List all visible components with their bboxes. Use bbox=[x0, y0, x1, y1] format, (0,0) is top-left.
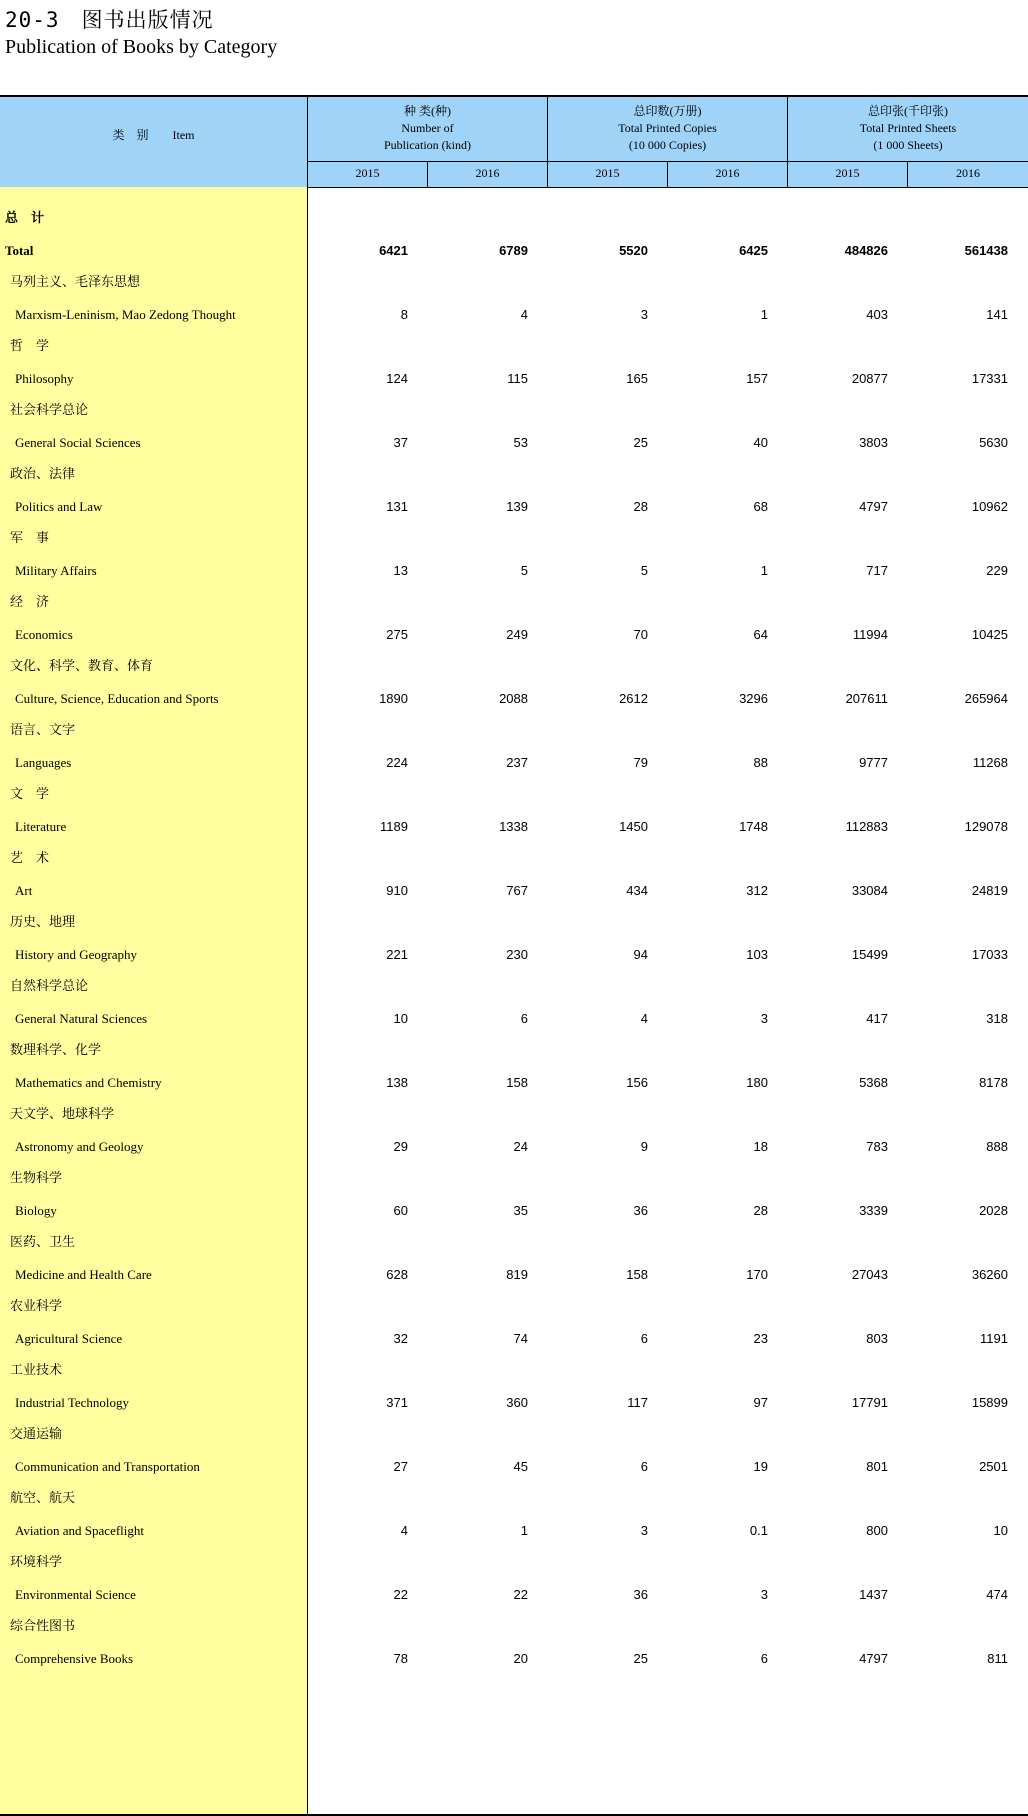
category-row bbox=[0, 1483, 1028, 1547]
category-row bbox=[0, 523, 1028, 587]
table-cell-value: 64 bbox=[753, 627, 768, 642]
table-cell-value: 0.1 bbox=[749, 1523, 768, 1538]
category-name-en: Industrial Technology bbox=[15, 1395, 130, 1410]
category-name-cn: 艺 术 bbox=[10, 851, 50, 866]
table-cell-value: 230 bbox=[506, 947, 528, 962]
table-cell-value: 1 bbox=[760, 307, 768, 322]
table-cell-value: 10 bbox=[393, 1011, 408, 1026]
table-cell-value: 2501 bbox=[979, 1459, 1008, 1474]
category-name-cn: 语言、文字 bbox=[10, 723, 76, 738]
year-header: 2015 bbox=[355, 166, 380, 180]
table-cell-value: 115 bbox=[507, 371, 528, 386]
category-name-en: Comprehensive Books bbox=[15, 1651, 134, 1666]
table-cell-value: 628 bbox=[386, 1267, 408, 1282]
table-cell-value: 27043 bbox=[851, 1267, 888, 1282]
table-cell-value: 3296 bbox=[739, 691, 768, 706]
category-name-en: History and Geography bbox=[15, 947, 138, 962]
table-cell-value: 170 bbox=[746, 1267, 768, 1282]
category-row bbox=[0, 587, 1028, 651]
category-row bbox=[0, 1035, 1028, 1099]
table-cell-value: 3 bbox=[640, 1523, 648, 1538]
table-cell-value: 79 bbox=[633, 755, 648, 770]
table-cell-value: 2028 bbox=[979, 1203, 1008, 1218]
year-header: 2016 bbox=[956, 166, 980, 180]
table-cell-value: 17033 bbox=[971, 947, 1008, 962]
column-divider bbox=[667, 161, 668, 187]
table-cell-value: 157 bbox=[746, 371, 768, 386]
column-divider bbox=[547, 97, 548, 187]
category-name-cn: 天文学、地球科学 bbox=[10, 1107, 115, 1122]
table-cell-value: 20877 bbox=[851, 371, 888, 386]
table-cell-value: 318 bbox=[986, 1011, 1008, 1026]
table-cell-value: 22 bbox=[393, 1587, 408, 1602]
table-cell-value: 9 bbox=[640, 1139, 648, 1154]
table-cell-value: 6 bbox=[640, 1459, 648, 1474]
table-cell-value: 4797 bbox=[859, 499, 888, 514]
table-cell-value: 1748 bbox=[739, 819, 768, 834]
table-cell-value: 158 bbox=[626, 1267, 648, 1282]
column-divider bbox=[307, 97, 308, 187]
category-name-cn: 文 学 bbox=[10, 787, 50, 802]
category-name-en: Total bbox=[5, 243, 34, 258]
table-cell-value: 22 bbox=[513, 1587, 528, 1602]
category-name-en: Military Affairs bbox=[15, 563, 97, 578]
table-cell-value: 18 bbox=[753, 1139, 768, 1154]
table-cell-value: 8178 bbox=[979, 1075, 1008, 1090]
table-cell-value: 124 bbox=[386, 371, 408, 386]
category-name-cn: 交通运输 bbox=[10, 1427, 63, 1442]
category-name-cn: 工业技术 bbox=[10, 1363, 63, 1378]
year-header: 2016 bbox=[715, 166, 740, 180]
table-cell-value: 801 bbox=[866, 1459, 888, 1474]
year-header: 2015 bbox=[835, 166, 860, 180]
table-cell-value: 360 bbox=[506, 1395, 528, 1410]
table-cell-value: 811 bbox=[987, 1651, 1008, 1666]
table-cell-value: 165 bbox=[626, 371, 648, 386]
table-cell-value: 10425 bbox=[971, 627, 1008, 642]
category-name-cn: 航空、航天 bbox=[10, 1491, 76, 1506]
table-cell-value: 4 bbox=[520, 307, 528, 322]
category-name-en: Mathematics and Chemistry bbox=[15, 1075, 162, 1090]
category-name-cn: 生物科学 bbox=[10, 1171, 63, 1186]
group-label-unit: (1 000 Sheets) bbox=[873, 138, 943, 152]
table-cell-value: 800 bbox=[866, 1523, 888, 1538]
table-cell-value: 275 bbox=[386, 627, 408, 642]
category-name-en: Economics bbox=[15, 627, 73, 642]
category-name-cn: 环境科学 bbox=[10, 1555, 63, 1570]
table-cell-value: 29 bbox=[393, 1139, 408, 1154]
table-cell-value: 8 bbox=[400, 307, 408, 322]
table-cell-value: 17791 bbox=[851, 1395, 888, 1410]
table-cell-value: 28 bbox=[753, 1203, 768, 1218]
column-group-kinds bbox=[308, 103, 547, 154]
table-cell-value: 45 bbox=[513, 1459, 528, 1474]
category-name-cn: 经 济 bbox=[10, 595, 50, 610]
category-row bbox=[0, 1099, 1028, 1163]
table-cell-value: 17331 bbox=[971, 371, 1008, 386]
group-label-en: Total Printed Copies bbox=[618, 121, 717, 135]
table-cell-value: 767 bbox=[506, 883, 528, 898]
table-cell-value: 139 bbox=[506, 499, 528, 514]
category-row bbox=[0, 1611, 1028, 1675]
category-name-en: Agricultural Science bbox=[15, 1331, 123, 1346]
category-row bbox=[0, 1547, 1028, 1611]
table-cell-value: 6 bbox=[760, 1651, 768, 1666]
table-cell-value: 371 bbox=[386, 1395, 408, 1410]
table-cell-value: 70 bbox=[633, 627, 648, 642]
table-cell-value: 249 bbox=[506, 627, 528, 642]
table-cell-value: 10 bbox=[993, 1523, 1008, 1538]
category-name-en: Art bbox=[15, 883, 33, 898]
table-cell-value: 2088 bbox=[499, 691, 528, 706]
table-cell-value: 417 bbox=[866, 1011, 888, 1026]
category-row bbox=[0, 1163, 1028, 1227]
table-cell-value: 25 bbox=[633, 435, 648, 450]
category-row bbox=[0, 267, 1028, 331]
table-cell-value: 474 bbox=[986, 1587, 1008, 1602]
table-cell-value: 36 bbox=[633, 1203, 648, 1218]
category-row bbox=[0, 395, 1028, 459]
table-cell-value: 94 bbox=[633, 947, 648, 962]
category-name-en: Medicine and Health Care bbox=[15, 1267, 152, 1282]
category-name-en: Philosophy bbox=[15, 371, 74, 386]
table-cell-value: 1437 bbox=[859, 1587, 888, 1602]
category-name-en: Languages bbox=[15, 755, 72, 770]
table-cell-value: 5 bbox=[640, 563, 648, 578]
table-cell-value: 5368 bbox=[859, 1075, 888, 1090]
table-cell-value: 27 bbox=[393, 1459, 408, 1474]
category-name-cn: 军 事 bbox=[10, 531, 50, 546]
table-cell-value: 36 bbox=[633, 1587, 648, 1602]
table-cell-value: 19 bbox=[753, 1459, 768, 1474]
table-cell-value: 3803 bbox=[859, 435, 888, 450]
table-cell-value: 24 bbox=[513, 1139, 528, 1154]
category-name-cn: 自然科学总论 bbox=[10, 979, 89, 994]
group-label-en: Total Printed Sheets bbox=[859, 121, 957, 135]
table-cell-value: 1890 bbox=[379, 691, 408, 706]
table-cell-value: 24819 bbox=[971, 883, 1008, 898]
category-name-cn: 数理科学、化学 bbox=[10, 1043, 102, 1058]
table-cell-value: 112883 bbox=[845, 819, 888, 834]
table-cell-value: 484826 bbox=[844, 243, 888, 258]
table-cell-value: 5630 bbox=[979, 435, 1008, 450]
category-name-en: Astronomy and Geology bbox=[15, 1139, 144, 1154]
column-group-copies bbox=[548, 103, 787, 154]
column-divider bbox=[907, 161, 908, 187]
category-name-en: Communication and Transportation bbox=[15, 1459, 200, 1474]
table-cell-value: 180 bbox=[746, 1075, 768, 1090]
table-cell-value: 28 bbox=[633, 499, 648, 514]
group-label-unit: Publication (kind) bbox=[384, 138, 471, 152]
table-cell-value: 129078 bbox=[964, 819, 1008, 834]
table-cell-value: 265964 bbox=[964, 691, 1008, 706]
table-cell-value: 6421 bbox=[379, 243, 408, 258]
year-header: 2016 bbox=[475, 166, 500, 180]
table-cell-value: 32 bbox=[393, 1331, 408, 1346]
table-cell-value: 207611 bbox=[845, 691, 888, 706]
category-row bbox=[0, 459, 1028, 523]
table-cell-value: 783 bbox=[866, 1139, 888, 1154]
category-name-cn: 马列主义、毛泽东思想 bbox=[10, 275, 141, 290]
category-row bbox=[0, 331, 1028, 395]
table-cell-value: 15499 bbox=[851, 947, 888, 962]
table-cell-value: 10962 bbox=[971, 499, 1008, 514]
table-cell-value: 312 bbox=[746, 883, 768, 898]
category-name-cn: 政治、法律 bbox=[10, 467, 76, 482]
table-cell-value: 3 bbox=[640, 307, 648, 322]
category-name-en: Aviation and Spaceflight bbox=[15, 1523, 145, 1538]
table-cell-value: 6 bbox=[640, 1331, 648, 1346]
table-cell-value: 53 bbox=[513, 435, 528, 450]
table-cell-value: 88 bbox=[753, 755, 768, 770]
table-cell-value: 20 bbox=[513, 1651, 528, 1666]
table-cell-value: 237 bbox=[506, 755, 528, 770]
table-cell-value: 4 bbox=[640, 1011, 648, 1026]
table-cell-value: 561438 bbox=[964, 243, 1008, 258]
table-cell-value: 224 bbox=[386, 755, 408, 770]
total-row bbox=[0, 203, 1028, 267]
table-cell-value: 74 bbox=[513, 1331, 528, 1346]
category-name-cn: 医药、卫生 bbox=[10, 1235, 76, 1250]
table-cell-value: 6789 bbox=[499, 243, 528, 258]
table-cell-value: 6 bbox=[520, 1011, 528, 1026]
table-cell-value: 40 bbox=[753, 435, 768, 450]
table-cell-value: 9777 bbox=[859, 755, 888, 770]
table-cell-value: 888 bbox=[986, 1139, 1008, 1154]
table-cell-value: 5520 bbox=[619, 243, 648, 258]
category-name-cn: 总 计 bbox=[5, 211, 45, 226]
table-cell-value: 1450 bbox=[619, 819, 648, 834]
table-cell-value: 4 bbox=[400, 1523, 408, 1538]
category-row bbox=[0, 843, 1028, 907]
table-cell-value: 803 bbox=[866, 1331, 888, 1346]
group-label-en: Number of bbox=[401, 121, 454, 135]
table-cell-value: 158 bbox=[506, 1075, 528, 1090]
category-row bbox=[0, 1355, 1028, 1419]
category-name-en: Culture, Science, Education and Sports bbox=[15, 691, 219, 706]
table-cell-value: 15899 bbox=[971, 1395, 1008, 1410]
table-cell-value: 4797 bbox=[859, 1651, 888, 1666]
table-cell-value: 97 bbox=[753, 1395, 768, 1410]
table-cell-value: 78 bbox=[393, 1651, 408, 1666]
table-cell-value: 819 bbox=[506, 1267, 528, 1282]
table-cell-value: 221 bbox=[386, 947, 408, 962]
category-row bbox=[0, 1419, 1028, 1483]
table-cell-value: 131 bbox=[386, 499, 408, 514]
category-name-en: Biology bbox=[15, 1203, 57, 1218]
category-row bbox=[0, 907, 1028, 971]
group-label-cn: 总印张(千印张) bbox=[868, 104, 948, 118]
column-group-sheets bbox=[788, 103, 1028, 154]
category-name-cn: 历史、地理 bbox=[10, 915, 76, 930]
category-name-cn: 哲 学 bbox=[10, 339, 50, 354]
table-cell-value: 1189 bbox=[380, 819, 408, 834]
table-cell-value: 138 bbox=[386, 1075, 408, 1090]
group-label-cn: 种 类(种) bbox=[404, 104, 451, 118]
table-cell-value: 25 bbox=[633, 1651, 648, 1666]
category-name-cn: 社会科学总论 bbox=[10, 403, 89, 418]
category-row bbox=[0, 971, 1028, 1035]
category-name-en: Politics and Law bbox=[15, 499, 103, 514]
page-title-chinese: 20-3 图书出版情况 bbox=[5, 8, 214, 32]
table-cell-value: 1191 bbox=[980, 1331, 1008, 1346]
category-name-en: General Social Sciences bbox=[15, 435, 141, 450]
category-row bbox=[0, 715, 1028, 779]
table-cell-value: 434 bbox=[626, 883, 648, 898]
table-cell-value: 5 bbox=[520, 563, 528, 578]
category-row bbox=[0, 651, 1028, 715]
page-title-english: Publication of Books by Category bbox=[5, 36, 278, 58]
category-name-en: Literature bbox=[15, 819, 67, 834]
table-cell-value: 117 bbox=[627, 1395, 648, 1410]
table-cell-value: 33084 bbox=[851, 883, 888, 898]
item-column-header: 类 别 Item bbox=[112, 128, 195, 142]
table-cell-value: 11268 bbox=[972, 755, 1008, 770]
table-cell-value: 403 bbox=[866, 307, 888, 322]
table-cell-value: 141 bbox=[986, 307, 1008, 322]
table-cell-value: 2612 bbox=[619, 691, 648, 706]
category-name-en: Environmental Science bbox=[15, 1587, 136, 1602]
table-cell-value: 68 bbox=[753, 499, 768, 514]
header-divider bbox=[308, 161, 1028, 162]
table-cell-value: 37 bbox=[393, 435, 408, 450]
year-header: 2015 bbox=[595, 166, 620, 180]
category-name-cn: 综合性图书 bbox=[10, 1619, 76, 1634]
category-row bbox=[0, 779, 1028, 843]
table-cell-value: 6425 bbox=[739, 243, 768, 258]
table-cell-value: 156 bbox=[626, 1075, 648, 1090]
table-cell-value: 910 bbox=[386, 883, 408, 898]
table-cell-value: 1338 bbox=[499, 819, 528, 834]
table-cell-value: 103 bbox=[746, 947, 768, 962]
group-label-unit: (10 000 Copies) bbox=[628, 138, 707, 152]
category-name-en: General Natural Sciences bbox=[15, 1011, 148, 1026]
column-divider bbox=[427, 161, 428, 187]
table-cell-value: 1 bbox=[760, 563, 768, 578]
table-cell-value: 60 bbox=[393, 1203, 408, 1218]
category-row bbox=[0, 1291, 1028, 1355]
table-cell-value: 13 bbox=[393, 563, 408, 578]
table-cell-value: 36260 bbox=[971, 1267, 1008, 1282]
table-cell-value: 23 bbox=[753, 1331, 768, 1346]
column-divider bbox=[787, 97, 788, 187]
table-cell-value: 35 bbox=[513, 1203, 528, 1218]
category-name-en: Marxism-Leninism, Mao Zedong Thought bbox=[15, 307, 236, 322]
table-cell-value: 3 bbox=[760, 1011, 768, 1026]
category-row bbox=[0, 1227, 1028, 1291]
table-cell-value: 3339 bbox=[859, 1203, 888, 1218]
table-cell-value: 11994 bbox=[852, 627, 888, 642]
table-header bbox=[0, 95, 1028, 188]
table-cell-value: 717 bbox=[866, 563, 888, 578]
category-name-cn: 文化、科学、教育、体育 bbox=[10, 659, 154, 674]
category-name-cn: 农业科学 bbox=[10, 1299, 63, 1314]
table-cell-value: 229 bbox=[986, 563, 1008, 578]
table-cell-value: 3 bbox=[760, 1587, 768, 1602]
group-label-cn: 总印数(万册) bbox=[633, 104, 702, 118]
table-cell-value: 1 bbox=[520, 1523, 528, 1538]
